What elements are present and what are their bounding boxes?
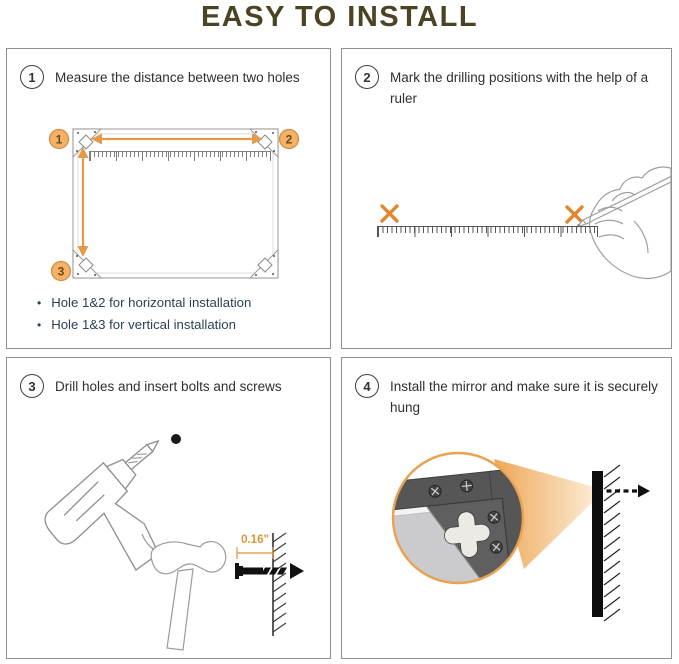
step-3-text: Drill holes and insert bolts and screws xyxy=(55,379,282,394)
step-3-panel xyxy=(6,357,331,659)
gap-label: 0.16" xyxy=(241,534,269,546)
screw-icon xyxy=(235,563,304,579)
drilled-hole-dot xyxy=(171,434,181,444)
hanging-detail-diagram xyxy=(342,413,671,659)
ruler-strip xyxy=(89,151,271,161)
drill-hammer-diagram xyxy=(7,416,330,658)
step-2-header xyxy=(355,65,666,110)
mirror-measure-diagram xyxy=(7,119,332,291)
hole-marker-1 xyxy=(50,130,69,149)
hand-pencil-icon xyxy=(577,167,671,278)
wall-mirror-side-view xyxy=(592,465,650,621)
x-mark-right-icon xyxy=(567,207,582,222)
bullet-dot: • xyxy=(37,296,42,310)
svg-text:3: 3 xyxy=(57,264,65,279)
note-horizontal: • Hole 1&2 for horizontal installation xyxy=(37,295,252,310)
page-title: EASY TO INSTALL xyxy=(200,1,479,33)
svg-text:2: 2 xyxy=(285,132,293,147)
gap-measurement xyxy=(237,534,273,559)
step-2-number-badge: 2 xyxy=(355,65,379,89)
bullet-dot: • xyxy=(37,318,42,332)
step-2-text: Mark the drilling positions with the help of a ruler xyxy=(390,70,649,106)
svg-text:1: 1 xyxy=(55,132,63,147)
step-2-panel xyxy=(341,48,672,349)
step-4-number-badge: 4 xyxy=(355,374,379,398)
hole-marker-3 xyxy=(52,262,71,281)
screw-direction-arrow xyxy=(598,485,650,498)
step-3-number-badge: 3 xyxy=(20,374,44,398)
step-4-panel xyxy=(341,357,672,659)
step-4-text: Install the mirror and make sure it is securely hung xyxy=(390,379,658,415)
step-1-text: Measure the distance between two holes xyxy=(55,70,300,85)
wall-section xyxy=(273,533,286,636)
ruler-strip xyxy=(377,226,598,237)
installation-notes xyxy=(37,295,251,339)
marking-diagram xyxy=(342,149,671,345)
hole-marker-2 xyxy=(280,130,299,149)
note-vertical: • Hole 1&3 for vertical installation xyxy=(37,317,236,332)
step-1-panel xyxy=(6,48,331,349)
step-1-number-badge: 1 xyxy=(20,65,44,89)
hammer-icon xyxy=(142,534,226,650)
step-3-header xyxy=(20,374,282,398)
step-1-header xyxy=(20,65,300,89)
x-mark-left-icon xyxy=(382,206,397,221)
